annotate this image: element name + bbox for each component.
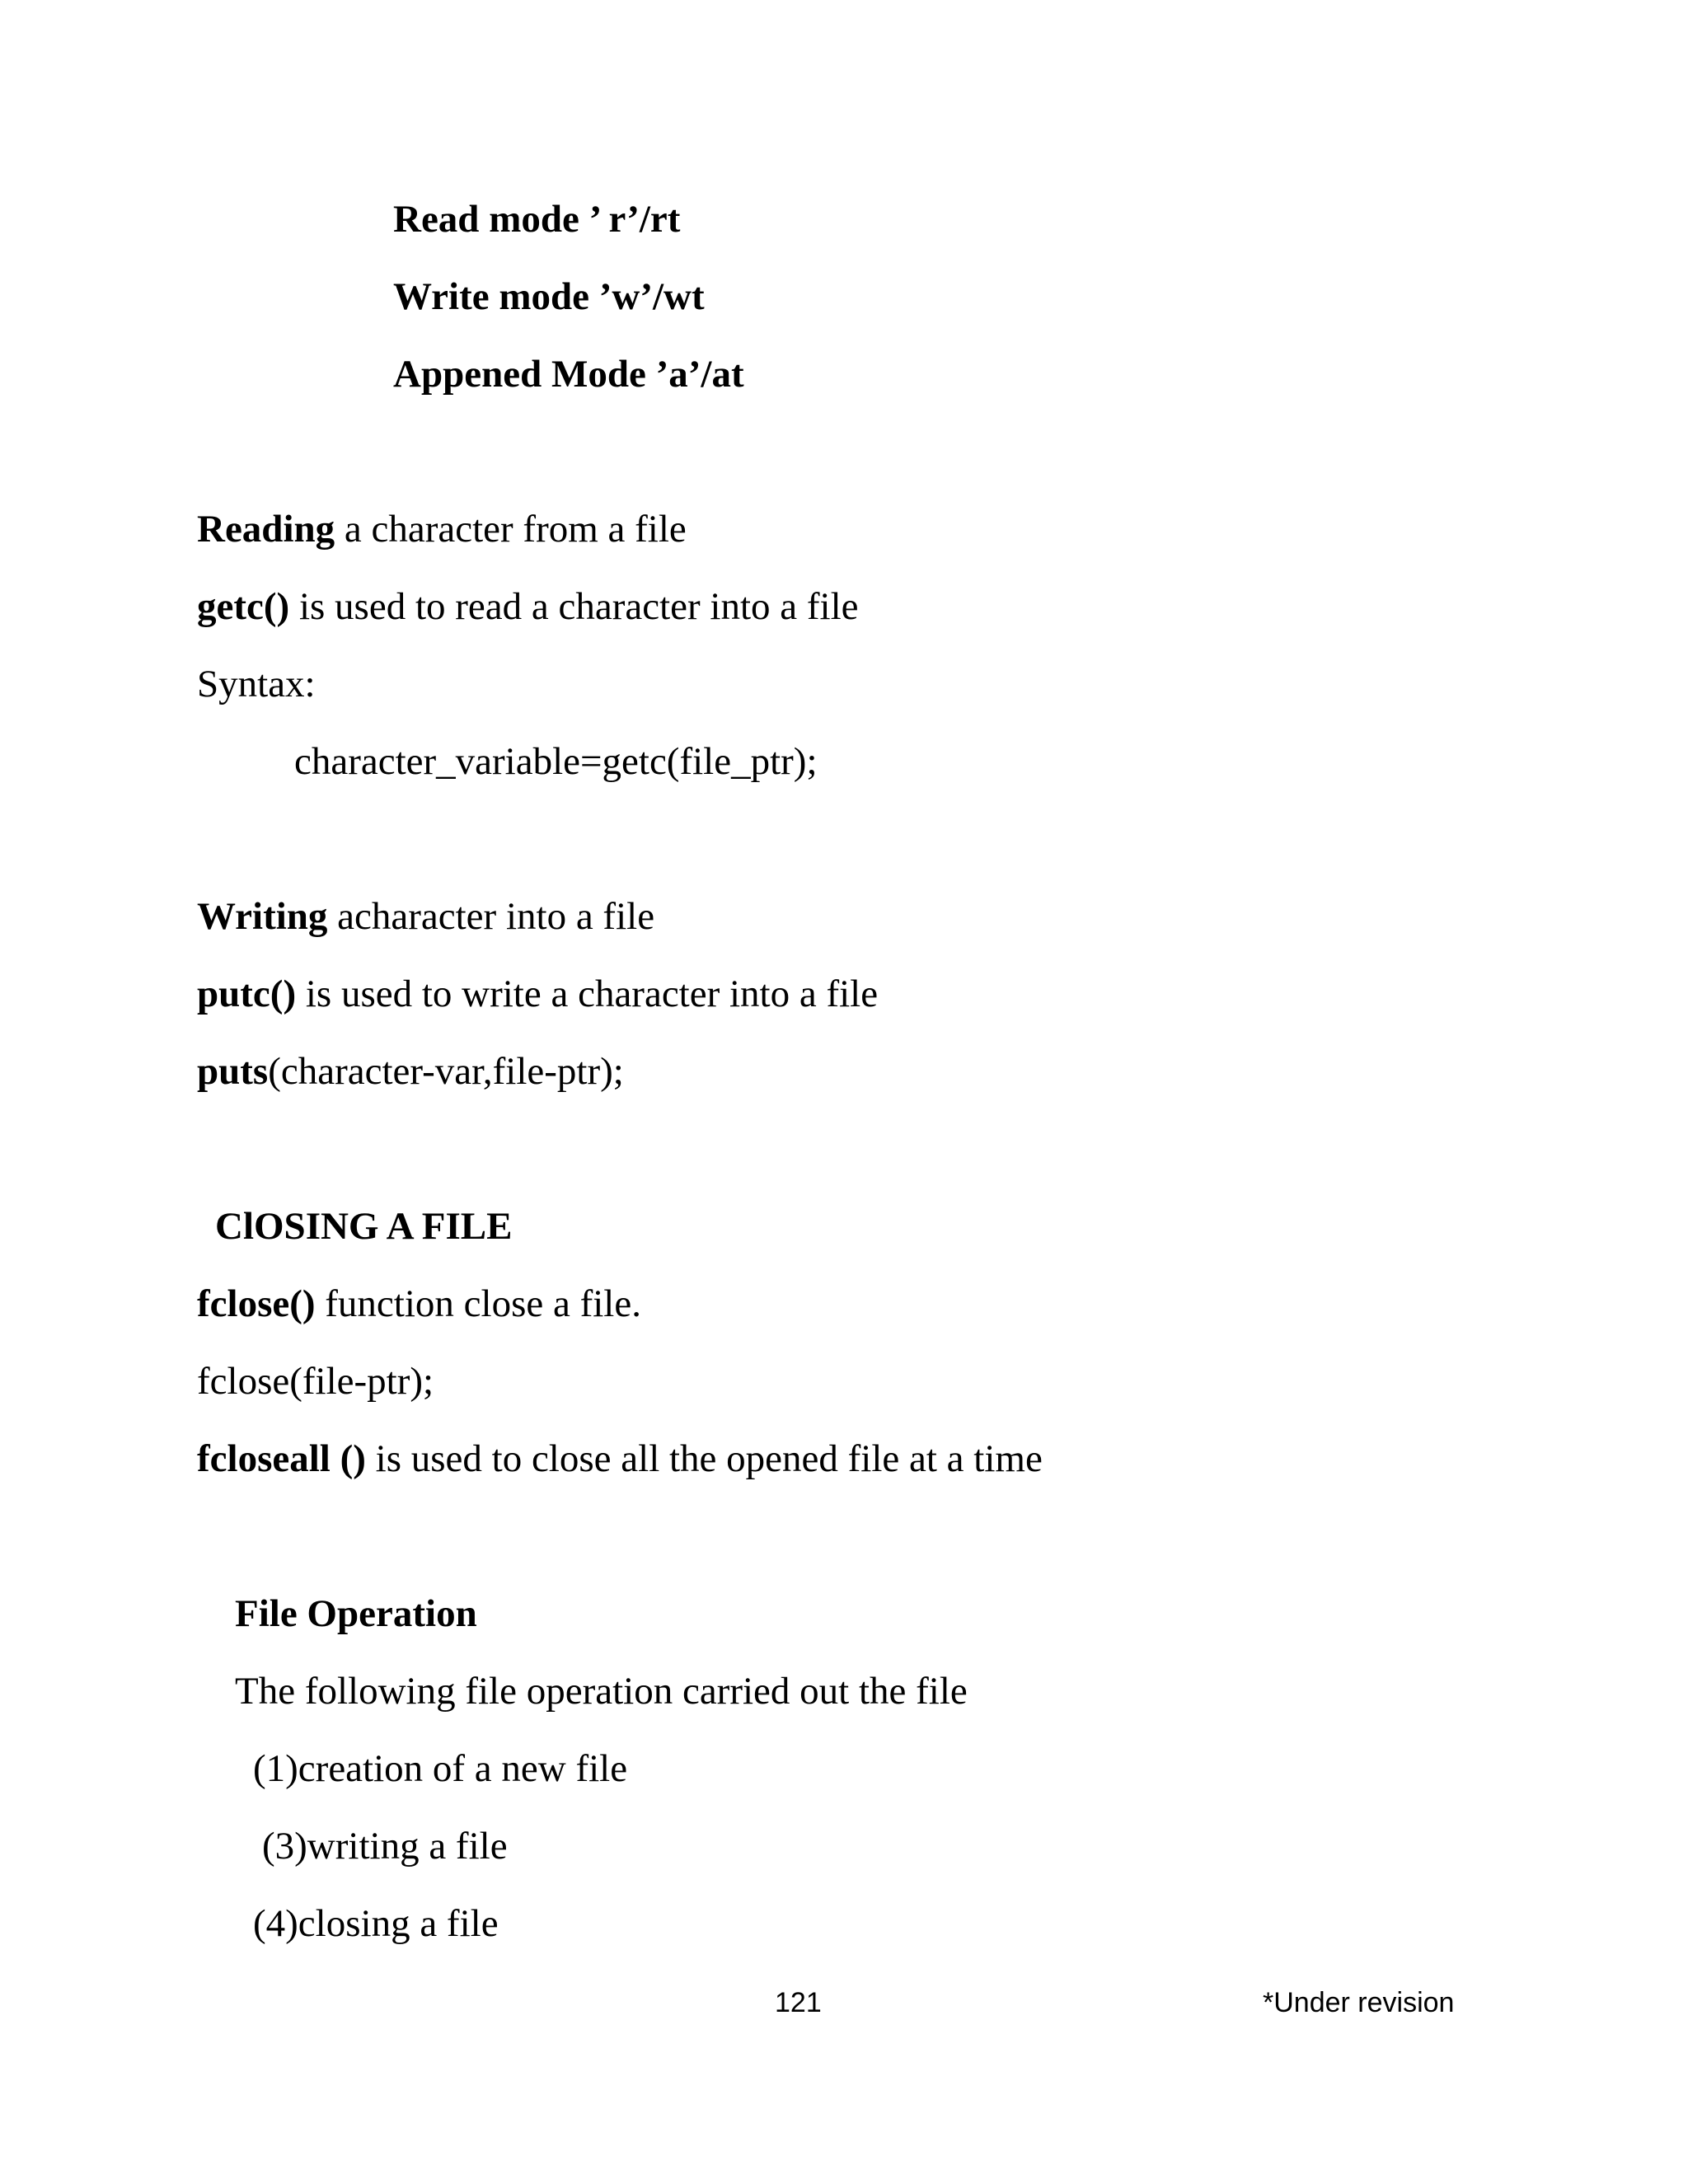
writing-heading-bold: Writing [197, 895, 328, 938]
list-item: (1)creation of a new file [253, 1747, 628, 1790]
putc-function-name: putc() [197, 972, 297, 1015]
puts-function-name: puts [197, 1050, 269, 1093]
reading-heading [197, 504, 687, 554]
getc-syntax: character_variable=getc(file_ptr); [294, 740, 818, 783]
closing-heading: ClOSING A FILE [215, 1205, 513, 1248]
getc-function-name: getc() [197, 585, 290, 628]
list-item: (3)writing a file [262, 1825, 508, 1868]
fclose-description-text: function close a file. [315, 1282, 641, 1325]
reading-heading-rest: a character from a file [335, 508, 687, 551]
getc-description-text: is used to read a character into a file [289, 585, 859, 628]
putc-description [197, 969, 878, 1019]
fcloseall-function-name: fcloseall () [197, 1437, 366, 1480]
page-number: 121 [775, 1987, 822, 2018]
writing-heading [197, 892, 654, 941]
fcloseall-description [197, 1434, 1043, 1483]
list-item: (4)closing a file [253, 1902, 499, 1945]
reading-heading-bold: Reading [197, 508, 335, 551]
file-operation-heading: File Operation [235, 1592, 477, 1635]
putc-description-text: is used to write a character into a file [296, 972, 879, 1015]
puts-syntax-args: (character-var,file-ptr); [268, 1050, 624, 1093]
fclose-description [197, 1279, 641, 1329]
syntax-label: Syntax: [197, 663, 316, 705]
fcloseall-description-text: is used to close all the opened file at a time [365, 1437, 1043, 1480]
getc-description [197, 582, 859, 631]
fclose-syntax: fclose(file-ptr); [197, 1360, 434, 1403]
writing-heading-rest: acharacter into a file [327, 895, 655, 938]
fclose-function-name: fclose() [197, 1282, 316, 1325]
read-mode-line: Read mode ’ r’/rt [393, 198, 681, 241]
puts-syntax [197, 1047, 624, 1096]
file-operation-intro: The following file operation carried out the file [235, 1670, 968, 1713]
revision-note: *Under revision [1263, 1987, 1455, 2018]
append-mode-line: Appened Mode ’a’/at [393, 353, 744, 396]
write-mode-line: Write mode ’w’/wt [393, 275, 705, 318]
